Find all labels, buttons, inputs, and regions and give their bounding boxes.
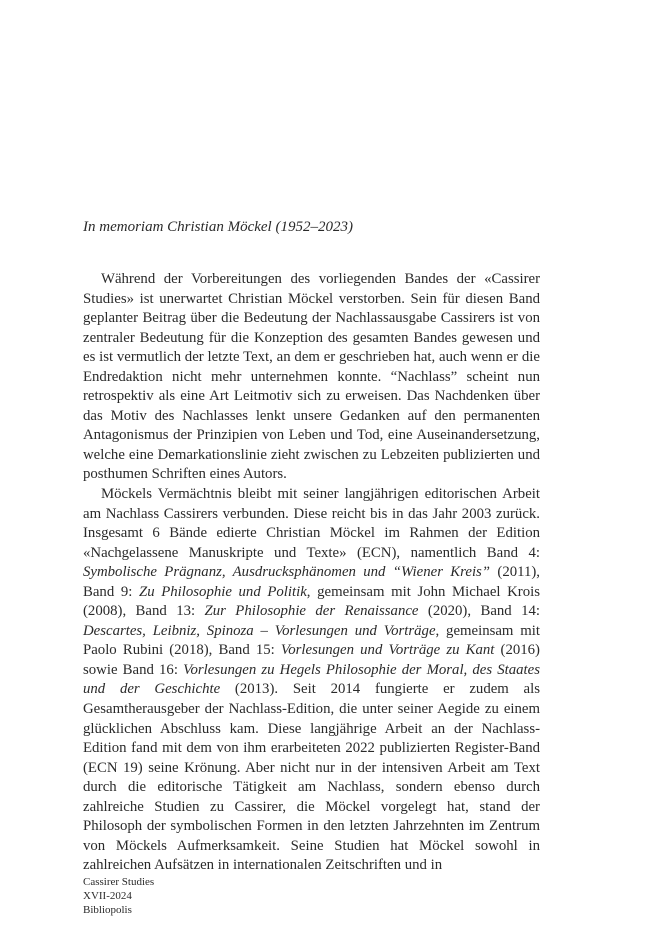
body-paragraph [83,270,540,485]
italic-title-run: Symbolische Prägnanz, Ausdrucksphänomen und “Wiener Kreis” [83,564,491,581]
italic-title-run: Zu Philosophie und Politik [138,583,307,600]
text-run: Möckels Vermächtnis bleibt mit seiner langjährigen editorischen Arbeit am Nachlass Cassirers verbunden. Diese reicht bis in das Jahr 2003 zurück. Insgesamt 6 Bände edierte Christian Möckel im Rahmen der Edition «Nachgelassene Manuskripte und Texte» (ECN), namentlich Band 4: [83,486,540,561]
italic-title-run: Zur Philosophie der Renaissance [204,603,419,620]
article-body [83,270,540,876]
italic-title-run: Vorlesungen zu Hegels Philosophie der Moral, des Staates und der Geschichte [83,661,540,698]
text-run: (2013). Seit 2014 fungierte er zudem als Gesamtherausgeber der Nachlass-Edition, die unter seiner Aegide zu einem glücklichen Abschluss kam. Diese langjährige Arbeit an der Nachlass-Edition fand mit dem von ihm erarbeiteten 2022 publizierten Register-Band (ECN 19) seine Krönung. Aber nicht nur in der intensiven Arbeit am Text durch die editorische Tätigkeit am Nachlass, sondern ebenso durch zahlreiche Studien zu Cassirer, die Möckel vorgelegt hat, stand der Philosoph der symbolischen Formen in den letzten Jahrzehnten im Zentrum von Möckels Aufmerksamkeit. Seine Studien hat Möckel sowohl in zahlreichen Aufsätzen in internationalen Zeitschriften und in [83,681,540,874]
text-run: (2011), Band 9: [83,564,540,600]
italic-title-run: Vorlesungen und Vorträge zu Kant [280,642,495,659]
text-run: (2016) sowie Band 16: [83,642,540,678]
body-paragraph [83,485,540,876]
journal-volume: XVII-2024 [83,890,132,902]
text-run: (2020), Band 14: [418,603,541,620]
text-run: , gemeinsam mit Paolo Rubini (2018), Band 15: [83,622,540,659]
italic-title-run: Descartes, Leibniz, Spinoza – Vorlesungen und Vorträge [83,622,436,639]
text-run: Während der Vorbereitungen des vorliegenden Bandes der «Cassirer Studies» ist unerwartet Christian Möckel verstorben. Sein für diesen Band geplanter Beitrag über die Bedeutung der Nachlassausgabe Cassirers ist von zentraler Bedeutung für die Konzeption des gesamten Bandes gewesen und es ist vermutlich der letzte Text, an dem er geschrieben hat, auch wenn er die Endredaktion nicht mehr unternehmen konnte. “Nachlass” scheint nun retrospektiv als eine Art Leitmotiv sich zu erweisen. Das Nachdenken über das Motiv des Nachlasses lenkt unsere Gedanken auf den permanenten Antagonismus der Prinzipien von Leben und Tod, eine Auseinandersetzung, welche eine Demarkationslinie zieht zwischen zu Lebzeiten publizierten und posthumen Schriften eines Autors. [83,271,540,483]
journal-footer [83,875,154,917]
text-run: , gemeinsam mit John Michael Krois (2008), Band 13: [83,583,540,620]
journal-name: Cassirer Studies [83,876,155,888]
memorial-title: In memoriam Christian Möckel (1952–2023) [83,219,353,235]
publisher-name: Bibliopolis [83,904,132,916]
